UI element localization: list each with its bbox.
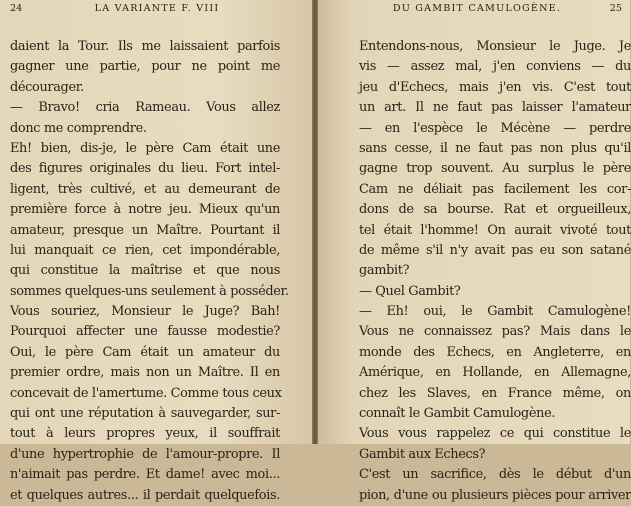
left-page	[0, 0, 312, 503]
text-line: gagne trop souvent. Au surplus le père	[359, 161, 631, 177]
text-line: qui ont une réputation à sauvegarder, sur-	[10, 406, 280, 422]
text-line: et quelques autres... il perdait quelquefois.	[10, 487, 280, 503]
text-line: daient la Tour. Ils me laissaient parfois	[10, 39, 280, 54]
text-line: Oui, le père Cam était un amateur du	[10, 344, 280, 360]
right-page-header	[332, 3, 622, 15]
text-line: — Quel Gambit?	[359, 283, 461, 299]
text-line: monde des Echecs, en Angleterre, en	[359, 344, 631, 360]
text-line: — Eh! oui, le Gambit Camulogène!	[359, 304, 631, 320]
text-line: dons de sa bourse. Rat et orgueilleux,	[359, 202, 631, 218]
text-line: Entendons-nous, Monsieur le Juge. Je	[359, 39, 631, 54]
text-line: Vous souriez, Monsieur le Juge? Bah!	[10, 304, 280, 320]
text-line: connaît le Gambit Camulogène.	[359, 406, 556, 422]
text-line: des figures originales du lieu. Fort intel-	[10, 161, 280, 177]
text-line: un art. Il ne faut pas laisser l'amateur	[359, 100, 631, 116]
text-line: donc me comprendre.	[10, 120, 147, 136]
text-line: Cam ne déliait pas facilement les cor-	[359, 181, 631, 197]
text-line: — Bravo! cria Rameau. Vous allez	[10, 100, 280, 116]
text-line: Amérique, en Hollande, en Allemagne,	[359, 365, 631, 381]
text-line: chez les Slaves, en France même, on	[359, 385, 631, 401]
right-running-head: DU GAMBIT CAMULOGÈNE.	[392, 3, 562, 14]
text-line: lui manquait ce rien, cet impondérable,	[10, 242, 280, 258]
text-line: Vous ne connaissez pas? Mais dans le	[359, 324, 631, 340]
text-line: premier ordre, mais non un Maître. Il en	[10, 365, 280, 381]
right-page	[318, 0, 631, 503]
text-line: d'une hypertrophie de l'amour-propre. Il	[10, 446, 280, 462]
text-line: ligent, très cultivé, et au demeurant de	[10, 181, 280, 197]
text-line: sommes quelques-uns seulement à posséder.	[10, 283, 289, 299]
text-line: n'aimait pas perdre. Et dame! avec moi...	[10, 467, 280, 483]
text-line: Gambit aux Echecs?	[359, 446, 486, 462]
text-line: qui constitue la maîtrise et que nous	[10, 263, 280, 279]
text-line: première force à notre jeu. Mieux qu'un	[10, 202, 280, 218]
left-page-header	[10, 3, 304, 15]
left-page-body	[10, 37, 289, 506]
text-line: vis — assez mal, j'en conviens — du	[359, 59, 631, 75]
text-line: Vous vous rappelez ce qui constitue le	[359, 426, 631, 442]
text-line: Pourquoi affecter une fausse modestie?	[10, 324, 280, 340]
text-line: gambit?	[359, 263, 410, 279]
text-line: gagner une partie, pour ne point me	[10, 59, 280, 75]
text-line: décourager.	[10, 79, 84, 95]
text-line: sans cesse, il ne faut pas non plus qu'il	[359, 140, 631, 156]
text-line: Eh! bien, dis-je, le père Cam était une	[10, 140, 280, 156]
text-line: jeu d'Echecs, mais j'en vis. C'est tout	[359, 79, 631, 95]
text-line: tout à leurs propres yeux, il souffrait	[10, 426, 280, 442]
text-line: concevait de l'amertume. Comme tous ceux	[10, 385, 282, 401]
left-running-head: LA VARIANTE F. VIII	[94, 3, 220, 14]
right-page-body	[359, 37, 631, 506]
right-page-number: 25	[609, 3, 622, 14]
text-line: amateur, presque un Maître. Pourtant il	[10, 222, 280, 238]
text-line: C'est un sacrifice, dès le début d'un	[359, 467, 631, 483]
text-line: — en l'espèce le Mécène — perdre	[359, 120, 631, 136]
text-line: de même s'il n'y avait pas eu son satané	[359, 242, 631, 258]
text-line: tel était l'homme! On aurait vivoté tout	[359, 222, 631, 238]
text-line: pion, d'une ou plusieurs pièces pour arriver	[359, 487, 631, 503]
left-page-number: 24	[10, 3, 23, 14]
